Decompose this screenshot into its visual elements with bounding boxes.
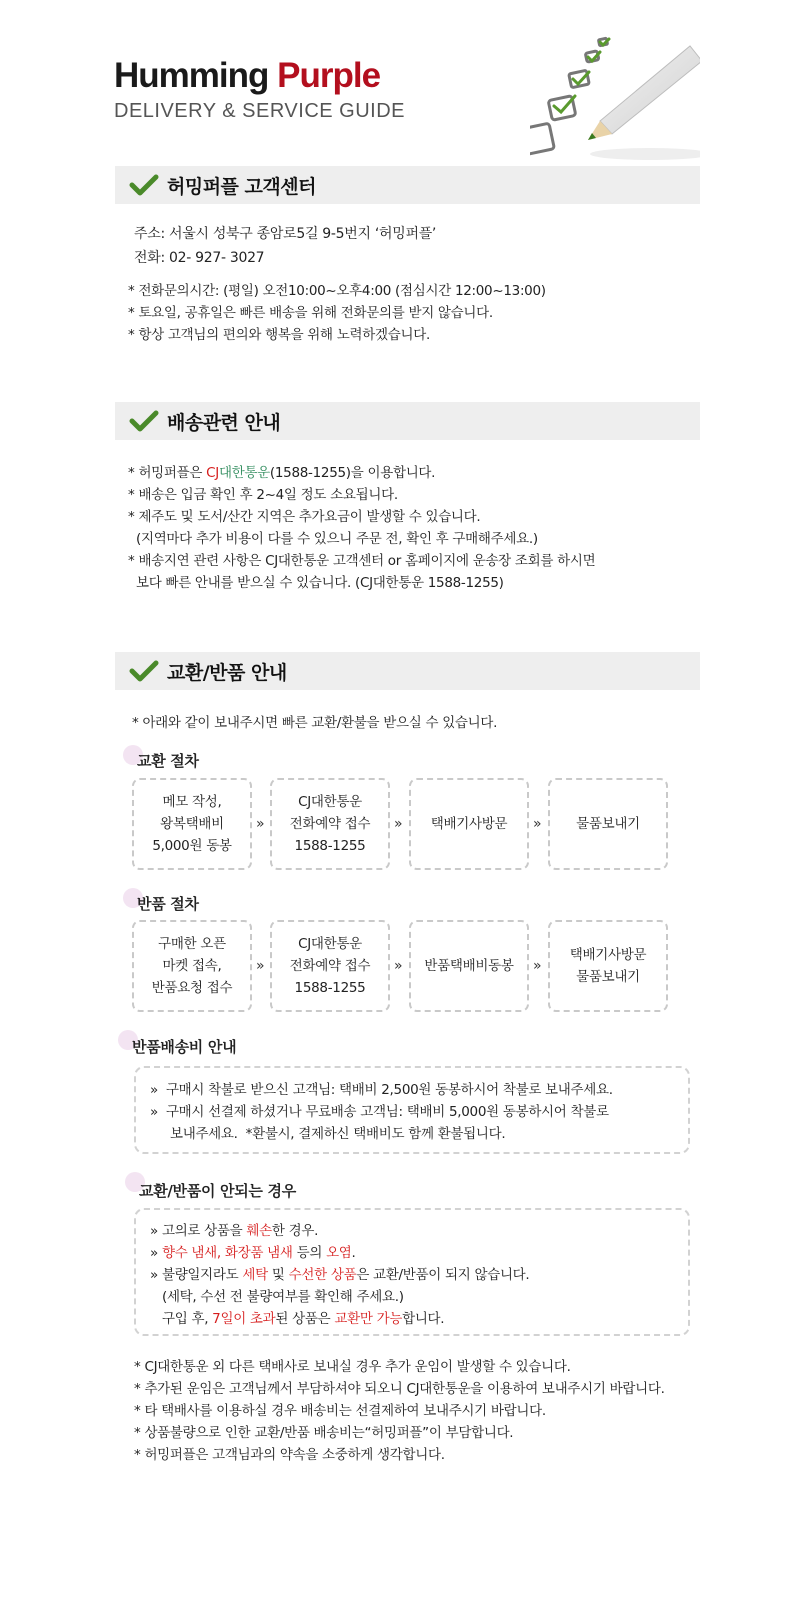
no-return-line [150,1220,688,1242]
footer-note: * 허밍퍼플은 고객님과의 약속을 소중하게 생각합니다. [134,1447,445,1463]
footer-note: * 상품불량으로 인한 교환/반품 배송비는“허밍퍼플”이 부담합니다. [134,1425,514,1441]
return-step-4: 택배기사방문 물품보내기 [548,920,668,1012]
text-span: 및 [267,1267,289,1283]
brand-name-part2: Purple [277,56,381,95]
highlight-span: 7일이 초과 [212,1311,276,1327]
delivery-line: * 배송지연 관련 사항은 CJ대한통운 고객센터 or 홈페이지에 운송장 조회를 하시면 [128,553,596,569]
carrier-suffix: (1588-1255)을 이용합니다. [269,465,436,481]
section-title-delivery: 배송관련 안내 [167,411,281,434]
return-steps-title: 반품 절차 [137,895,199,913]
step-arrow-icon: » [256,816,265,832]
no-return-line [150,1264,688,1286]
text-span: » 고의로 상품을 [150,1223,247,1239]
text-span: 된 상품은 [275,1311,335,1327]
exchange-steps-title: 교환 절차 [137,752,199,770]
return-step-2: CJ대한통운 전화예약 접수 1588-1255 [270,920,390,1012]
brand-name-part1: Humming [114,56,269,95]
address-text: 주소: 서울시 성북구 종암로5길 9-5번지 ‘허밍퍼플’ [134,226,437,242]
fee-line: 보내주세요. *환불시, 결제하신 택배비도 함께 환불됩니다. [150,1126,506,1142]
no-return-line [150,1242,688,1264]
delivery-info [128,462,595,594]
check-icon [129,410,159,432]
step-arrow-icon: » [394,958,403,974]
section-title-exchange-return: 교환/반품 안내 [167,661,287,684]
fee-line: » 구매시 선결제 하셨거나 무료배송 고객님: 택배비 5,000원 동봉하시어 착불로 [150,1104,609,1120]
exchange-intro-text: * 아래와 같이 보내주시면 빠른 교환/환불을 받으실 수 있습니다. [132,715,498,731]
return-step-1: 구매한 오픈 마켓 접속, 반품요청 접수 [132,920,252,1012]
highlight-span: 수선한 상품 [288,1267,357,1283]
carrier-brand: 대한통운 [218,465,270,481]
text-span: 한 경우. [271,1223,319,1239]
note-holidays: * 토요일, 공휴일은 빠른 배송을 위해 전화문의를 받지 않습니다. [128,305,493,321]
page-subtitle: DELIVERY & SERVICE GUIDE [114,100,405,122]
delivery-line: * 제주도 및 도서/산간 지역은 추가요금이 발생할 수 있습니다. [128,509,481,525]
text-span: 은 교환/반품이 되지 않습니다. [356,1267,530,1283]
exchange-step-4: 물품보내기 [548,778,668,870]
footer-note: * 타 택배사를 이용하실 경우 배송비는 선결제하여 보내주시기 바랍니다. [134,1403,546,1419]
return-step-3: 반품택배비동봉 [409,920,529,1012]
highlight-span: 오염 [326,1245,352,1261]
phone-text: 전화: 02- 927- 3027 [134,250,265,266]
exchange-step-3: 택배기사방문 [409,778,529,870]
carrier-cj: CJ [206,465,219,481]
brand-logo-text [114,56,405,96]
return-fee-box [134,1066,690,1154]
footer-note: * CJ대한통운 외 다른 택배사로 보내실 경우 추가 운임이 발생할 수 있습니다. [134,1359,571,1375]
carrier-prefix: * 허밍퍼플은 [128,465,207,481]
text-span: 합니다. [402,1311,445,1327]
text-span: » [150,1245,162,1261]
step-arrow-icon: » [533,958,542,974]
text-span: 구입 후, [150,1311,213,1327]
return-fee-title: 반품배송비 안내 [132,1038,237,1056]
exchange-step-1: 메모 작성, 왕복택배비 5,000원 동봉 [132,778,252,870]
delivery-carrier-line [128,462,595,484]
no-return-line [150,1308,688,1330]
delivery-line: 보다 빠른 안내를 받으실 수 있습니다. (CJ대한통운 1588-1255) [128,575,504,591]
step-arrow-icon: » [256,958,265,974]
highlight-span: 향수 냄새, 화장품 냄새 [161,1245,293,1261]
checklist-pencil-illustration [530,36,700,166]
highlight-span: 훼손 [246,1223,272,1239]
text-span: » 불량일지라도 [150,1267,243,1283]
section-exchange-return [115,652,700,690]
step-arrow-icon: » [394,816,403,832]
highlight-span: 세탁 [242,1267,268,1283]
text-span: . [351,1245,356,1261]
note-hours: * 전화문의시간: (평일) 오전10:00~오후4:00 (점심시간 12:00~13:00) [128,283,546,299]
delivery-line: (지역마다 추가 비용이 다를 수 있으니 주문 전, 확인 후 구매해주세요.) [128,531,538,547]
fee-line: » 구매시 착불로 받으신 고객님: 택배비 2,500원 동봉하시어 착불로 보내주세요. [150,1082,613,1098]
text-span: 등의 [292,1245,327,1261]
step-arrow-icon: » [533,816,542,832]
footer-notes [134,1356,665,1466]
section-title-customer-center: 허밍퍼플 고객센터 [167,175,316,198]
check-icon [129,174,159,196]
no-return-box [134,1208,690,1336]
customer-contact [134,222,436,270]
brand-header [114,56,405,123]
check-icon [129,660,159,682]
customer-notes [128,280,546,346]
note-promise: * 항상 고객님의 편의와 행복을 위해 노력하겠습니다. [128,327,430,343]
highlight-span: 교환만 가능 [334,1311,403,1327]
footer-note: * 추가된 운임은 고객님께서 부담하셔야 되오니 CJ대한통운을 이용하여 보내주시기 바랍니다. [134,1381,665,1397]
exchange-intro [132,712,497,734]
exchange-step-2: CJ대한통운 전화예약 접수 1588-1255 [270,778,390,870]
no-return-line: (세탁, 수선 전 불량여부를 확인해 주세요.) [150,1289,404,1305]
section-customer-center [115,166,700,204]
delivery-line: * 배송은 입금 확인 후 2~4일 정도 소요됩니다. [128,487,398,503]
no-return-title: 교환/반품이 안되는 경우 [139,1182,296,1200]
section-delivery [115,402,700,440]
